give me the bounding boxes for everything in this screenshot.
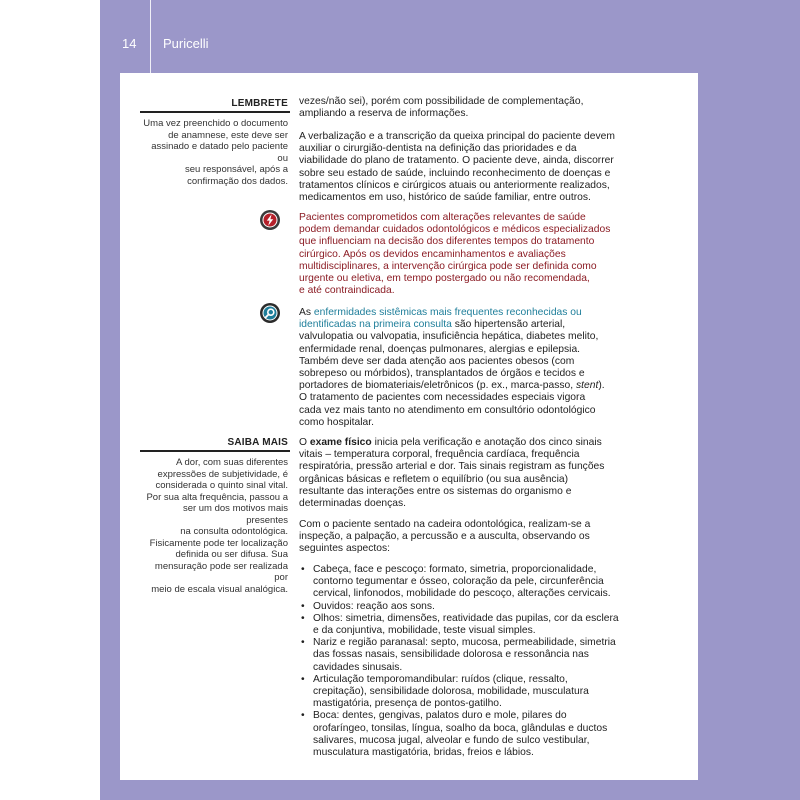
highlight-term: enfermidades sistêmicas mais frequentes reconhecidas ou <box>313 307 582 318</box>
left-margin-band <box>100 73 120 780</box>
lightning-alert-icon <box>259 209 281 231</box>
magnifier-icon <box>259 302 281 324</box>
running-head: Puricelli <box>163 36 209 51</box>
bottom-margin-band <box>100 780 698 800</box>
right-margin-band <box>698 0 800 800</box>
list-item: • Boca: dentes, gengivas, palatos duro e mole, pilares do orofaríngeo, tonsilas, língua, soalho da boca, glândulas e ductos salivares, mucosa jugal, alveolar e fundo de sulco vestibular, musculatura mastigatória, bridas, freios e lábios. <box>299 710 619 759</box>
sidebar-saiba-mais-text: A dor, com suas diferentes expressões de subjetividade, é considerada o quinto sinal vital. Por sua alta frequência, passou a ser um dos motivos mais presentes na consulta odontológica. Fisicamente pode ter localização definida ou ser difusa. Sua mensuração pode ser realizada por meio de escala visual analógica. <box>146 457 288 595</box>
paragraph-3: As enfermidades sistêmicas mais frequentes reconhecidas ou identificadas na primeira consulta são hipertensão arterial, valvulopatia ou valvopatia, insuficiência hepática, diabetes melito, enfermidade renal, doenças pulmonares, alergias e epilepsia. Também deve ser dada atenção aos pacientes obesos (com sobrepeso ou mórbidos), transplantados de órgãos e tecidos e portadores de biomateriais/eletrônicos (p. ex., marca-passo, stent). O tratamento de pacientes com necessidades especiais vigora cada vez mais tanto no atendimento em consultório odontológico como hospitalar. <box>299 307 605 428</box>
paragraph-2: A verbalização e a transcrição da queixa principal do paciente devem auxiliar o cirurgião-dentista na definição das prioridades e da viabilidade do plano de tratamento. O paciente deve, ainda, discorrer sobre seu estado de saúde, incluindo reconhecimento de doenças e tratamentos clínicos e cirúrgicos atuais ou anteriormente realizados, medicamentos em uso, histórico de saúde familiar, entre outros. <box>299 131 615 204</box>
paragraph-5: Com o paciente sentado na cadeira odontológica, realizam-se a inspeção, a palpação, a percussão e a ausculta, observando os seguintes aspectos: <box>299 519 591 555</box>
sidebar-lembrete-rule <box>140 111 290 113</box>
highlight-term: identificadas na primeira consulta <box>299 319 452 331</box>
alert-paragraph: Pacientes comprometidos com alterações relevantes de saúde podem demandar cuidados odontológicos e médicos especializados que influenciam na decisão dos diferentes tempos do tratamento cirúrgico. Após os devidos encaminhamentos e avaliações multidisciplinares, a intervenção cirúrgica pode ser definida como urgente ou eletiva, em tempo postergado ou não recomendada, e até contraindicada. <box>299 212 611 297</box>
list-item: • Articulação temporomandibular: ruídos (clique, ressalto, crepitação), sensibilidade dolorosa, mobilidade, musculatura mastigatória, presença de pontos-gatilho. <box>299 674 619 711</box>
list-item: • Cabeça, face e pescoço: formato, simetria, proporcionalidade, contorno tegumentar e ósseo, coloração da pele, circunferência cervical, linfonodos, mobilidade do pescoço, alterações cervicais. <box>299 564 619 601</box>
sidebar-lembrete-title: LEMBRETE <box>231 98 288 109</box>
exam-aspects-list <box>299 564 619 759</box>
list-item: • Nariz e região paranasal: septo, mucosa, permeabilidade, simetria das fossas nasais, sensibilidade dolorosa e ressonância nas cavidades sinusais. <box>299 637 619 674</box>
paragraph-4: O exame físico inicia pela verificação e anotação dos cinco sinais vitais – temperatura corporal, frequência cardíaca, frequência respiratória, pressão arterial e dor. Tais sinais registram as funções orgânicas básicas e refletem o equilíbrio (ou sua ausência) resultante das interações entre os sistemas do organismo e determinadas doenças. <box>299 437 605 510</box>
sidebar-lembrete-text: Uma vez preenchido o documento de anamnese, este deve ser assinado e datado pelo paciente ou seu responsável, após a confirmação dos dados. <box>143 118 288 187</box>
header-divider <box>150 0 151 73</box>
page-number: 14 <box>122 36 137 51</box>
sidebar-saiba-mais-title: SAIBA MAIS <box>227 437 288 448</box>
list-item: • Ouvidos: reação aos sons. <box>299 601 619 613</box>
sidebar-saiba-mais-rule <box>140 450 290 452</box>
paragraph-1: vezes/não sei), porém com possibilidade de complementação, ampliando a reserva de informações. <box>299 96 584 120</box>
list-item: • Olhos: simetria, dimensões, reatividade das pupilas, cor da esclera e da conjuntiva, mobilidade, teste visual simples. <box>299 613 619 637</box>
